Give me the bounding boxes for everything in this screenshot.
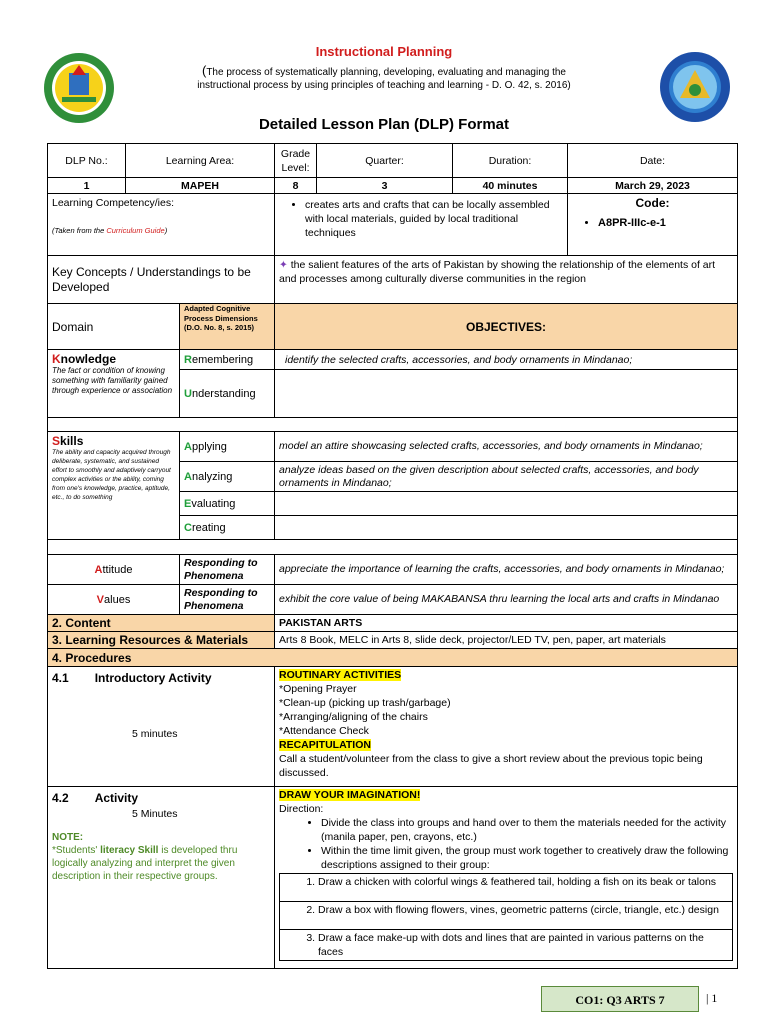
knowledge-label: Knowledge <box>52 352 117 366</box>
values-level: Responding to Phenomena <box>180 585 275 615</box>
domain-header-row <box>48 304 738 350</box>
values-label: Values <box>48 585 180 615</box>
activity-row <box>48 787 738 969</box>
grade-level-value: 8 <box>275 178 317 194</box>
knowledge-cell <box>48 350 180 418</box>
date-label: Date: <box>568 144 738 178</box>
info-header-row <box>48 144 738 178</box>
activity-note: *Students' literacy Skill is developed thru logically analyzing and interpret the given description in their respective groups. <box>52 845 238 882</box>
competency-note: (Taken from the Curriculum Guide) <box>52 226 168 235</box>
objectives-label: OBJECTIVES: <box>275 304 738 350</box>
spacer-row-1 <box>48 418 738 432</box>
values-row <box>48 585 738 615</box>
attitude-objective: appreciate the importance of learning the crafts, accessories, and body ornaments in Mindanao; <box>275 555 738 585</box>
key-concepts-text: the salient features of the arts of Pakistan by showing the relationship of the elements of art and processes among culturally diverse communities in the region <box>279 259 716 285</box>
activity-bullet: • Within the time limit given, the group must work together to creatively draw the following descriptions assigned to their group: <box>321 844 733 872</box>
values-objective: exhibit the core value of being MAKABANSA thru learning the local arts and crafts in Mindanao <box>275 585 738 615</box>
skills-label: Skills <box>52 434 84 448</box>
dlp-no-value: 1 <box>48 178 126 194</box>
competency-text-cell <box>275 194 568 256</box>
routinary-item: *Opening Prayer <box>279 683 357 695</box>
content-row <box>48 615 738 632</box>
key-concepts-cell <box>275 256 738 304</box>
activity-time: 5 Minutes <box>132 808 178 820</box>
procedures-row <box>48 649 738 667</box>
competency-text: • creates arts and crafts that can be locally assembled with local materials, guided by local traditional techniques <box>305 198 563 240</box>
instructional-planning-subtitle: (The process of systematically planning, developing, evaluating and managing the instructional process by using principles of teaching and learning - D. O. 42, s. 2016) <box>197 63 571 91</box>
task-row <box>280 930 733 961</box>
recap-text: Call a student/volunteer from the class to give a short review about the previous topic being discussed. <box>279 753 703 779</box>
arrow-bullet-icon: ✦ <box>279 259 288 271</box>
dlp-format-title: Detailed Lesson Plan (DLP) Format <box>258 116 510 133</box>
activity-heading: DRAW YOUR IMAGINATION! <box>279 789 421 801</box>
spacer-row-2 <box>48 540 738 555</box>
activity-label: 4.2 Activity <box>52 791 139 805</box>
competency-label-cell <box>48 194 275 256</box>
applying-row <box>48 432 738 462</box>
date-value: March 29, 2023 <box>568 178 738 194</box>
attitude-level: Responding to Phenomena <box>180 555 275 585</box>
quarter-value: 3 <box>317 178 453 194</box>
procedures-label: 4. Procedures <box>48 649 738 667</box>
analyzing-objective: analyze ideas based on the given description about selected crafts, accessories, and body ornaments in Mindanao; <box>275 462 738 492</box>
remembering-label: Remembering <box>180 350 275 370</box>
resources-label: 3. Learning Resources & Materials <box>48 632 275 649</box>
attitude-label: Attitude <box>48 555 180 585</box>
activity-content <box>275 787 738 969</box>
routinary-item: *Arranging/aligning of the chairs <box>279 711 428 723</box>
content-label: 2. Content <box>48 615 275 632</box>
understanding-objective <box>275 370 738 418</box>
activity-direction: Direction: <box>279 803 324 815</box>
lesson-plan-table <box>47 143 738 969</box>
competency-row <box>48 194 738 256</box>
intro-activity-cell <box>48 667 275 787</box>
resources-row <box>48 632 738 649</box>
task-row <box>280 874 733 902</box>
skills-desc: The ability and capacity acquired through deliberate, systematic, and sustained effort to smoothly and adaptively carryout complex activities or the ability, coming from one's knowledge, practice, aptitude, etc., to do something <box>52 449 171 501</box>
footer-code-badge: CO1: Q3 ARTS 7 <box>541 986 699 1012</box>
recap-heading: RECAPITULATION <box>279 739 371 751</box>
learning-area-value: MAPEH <box>126 178 275 194</box>
applying-label: Applying <box>180 432 275 462</box>
code-cell <box>568 194 738 256</box>
tasks-table <box>279 873 733 961</box>
routinary-item: *Attendance Check <box>279 725 369 737</box>
knowledge-desc: The fact or condition of knowing something with familiarity gained through experience or association <box>52 366 173 395</box>
evaluating-objective <box>275 492 738 516</box>
key-concepts-label: Key Concepts / Understandings to be Developed <box>48 256 275 304</box>
evaluating-label: Evaluating <box>180 492 275 516</box>
task-item: 1. Draw a chicken with colorful wings & feathered tail, holding a fish on its beak or talons <box>318 875 728 889</box>
dlp-no-label: DLP No.: <box>48 144 126 178</box>
resources-value: Arts 8 Book, MELC in Arts 8, slide deck, projector/LED TV, pen, paper, art materials <box>275 632 738 649</box>
code-label: Code: <box>635 196 670 210</box>
task-row <box>280 902 733 930</box>
routinary-heading: ROUTINARY ACTIVITIES <box>279 669 402 681</box>
attitude-row <box>48 555 738 585</box>
quarter-label: Quarter: <box>317 144 453 178</box>
activity-note-label: NOTE: <box>52 832 84 843</box>
intro-activity-row <box>48 667 738 787</box>
task-item: 2. Draw a box with flowing flowers, vines, geometric patterns (circle, triangle, etc.) design <box>318 903 728 917</box>
skills-cell <box>48 432 180 540</box>
intro-activity-label: 4.1 Introductory Activity <box>52 671 212 685</box>
division-seal-logo <box>658 50 732 124</box>
competency-label: Learning Competency/ies: <box>52 197 174 209</box>
analyzing-label: Analyzing <box>180 462 275 492</box>
instructional-planning-title: Instructional Planning <box>315 44 453 59</box>
key-concepts-row <box>48 256 738 304</box>
domain-label: Domain <box>48 304 180 350</box>
learning-area-label: Learning Area: <box>126 144 275 178</box>
task-item: 3. Draw a face make-up with dots and lines that are painted in various patterns on the faces <box>318 931 728 959</box>
grade-level-label: Grade Level: <box>275 144 317 178</box>
code-value: • A8PR-IIIc-e-1 <box>598 216 733 230</box>
duration-label: Duration: <box>453 144 568 178</box>
page-number: | 1 <box>706 991 718 1005</box>
activity-bullet: • Divide the class into groups and hand over to them the materials needed for the activity (manila paper, pen, crayons, etc.) <box>321 816 733 844</box>
intro-activity-time: 5 minutes <box>132 728 178 740</box>
remembering-objective: identify the selected crafts, accessories, and body ornaments in Mindanao; <box>275 350 738 370</box>
remembering-row <box>48 350 738 370</box>
activity-cell <box>48 787 275 969</box>
creating-label: Creating <box>180 516 275 540</box>
info-value-row <box>48 178 738 194</box>
intro-activity-content <box>275 667 738 787</box>
content-value: PAKISTAN ARTS <box>275 615 738 632</box>
applying-objective: model an attire showcasing selected crafts, accessories, and body ornaments in Mindanao; <box>275 432 738 462</box>
understanding-label: Understanding <box>180 370 275 418</box>
school-seal-logo <box>42 51 116 125</box>
routinary-item: *Clean-up (picking up trash/garbage) <box>279 697 451 709</box>
adapted-dimensions-label: Adapted Cognitive Process Dimensions (D.O. No. 8, s. 2015) <box>180 304 275 350</box>
duration-value: 40 minutes <box>453 178 568 194</box>
creating-objective <box>275 516 738 540</box>
